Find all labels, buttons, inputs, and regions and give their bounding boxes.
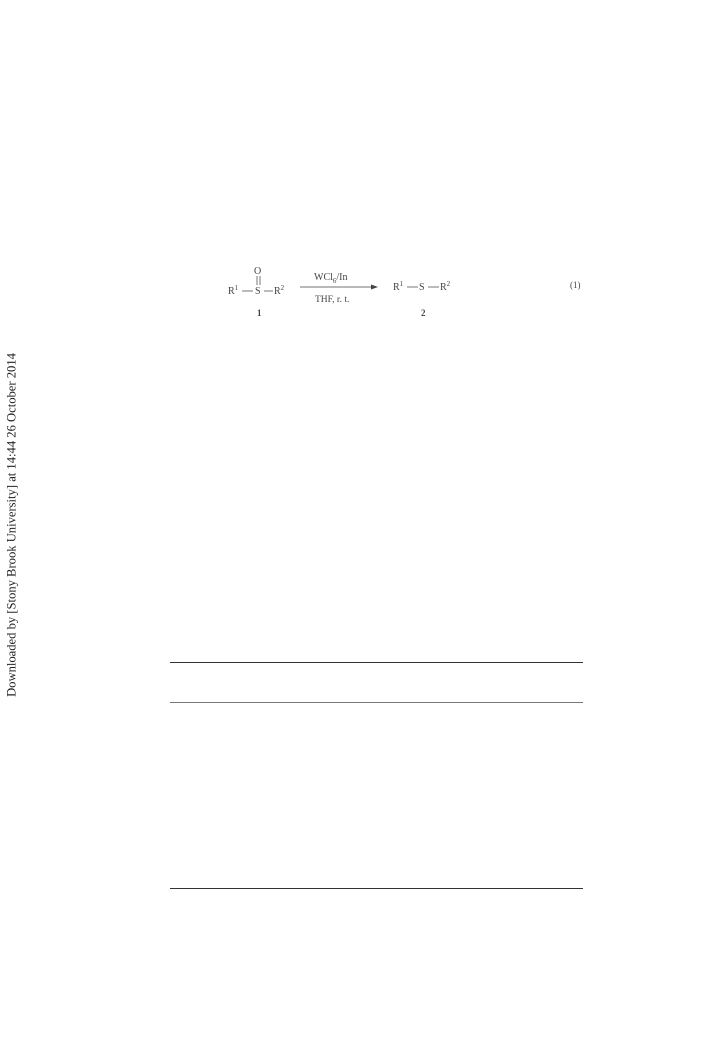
download-watermark (2, 342, 22, 708)
reagent-label: WCl$_6$/In (314, 272, 348, 285)
reactant-sulfur: S (255, 286, 261, 297)
table-header-rule (170, 702, 583, 703)
product-r2: $R^2$ (440, 280, 451, 293)
product-compound-number: 2 (421, 308, 426, 318)
table-top-rule (170, 662, 583, 663)
reactant-compound-number: 1 (257, 308, 262, 318)
reaction-scheme (220, 262, 600, 337)
conditions-label: THF, r. t. (315, 295, 350, 305)
product-r1: $R^1$ (393, 280, 404, 293)
download-notice-text: Downloaded by [Stony Brook University] at 14:44 26 October 2014 (4, 353, 19, 697)
reactant-oxygen: O (254, 266, 262, 277)
table-bottom-rule (170, 888, 583, 889)
equation-number: (1) (570, 280, 581, 290)
reaction-scheme-drawing (220, 262, 600, 337)
reactant-r2: $R^2$ (274, 284, 285, 297)
product-sulfur: S (419, 282, 425, 293)
reaction-arrow-head (371, 285, 378, 290)
reactant-r1: $R^1$ (228, 284, 239, 297)
